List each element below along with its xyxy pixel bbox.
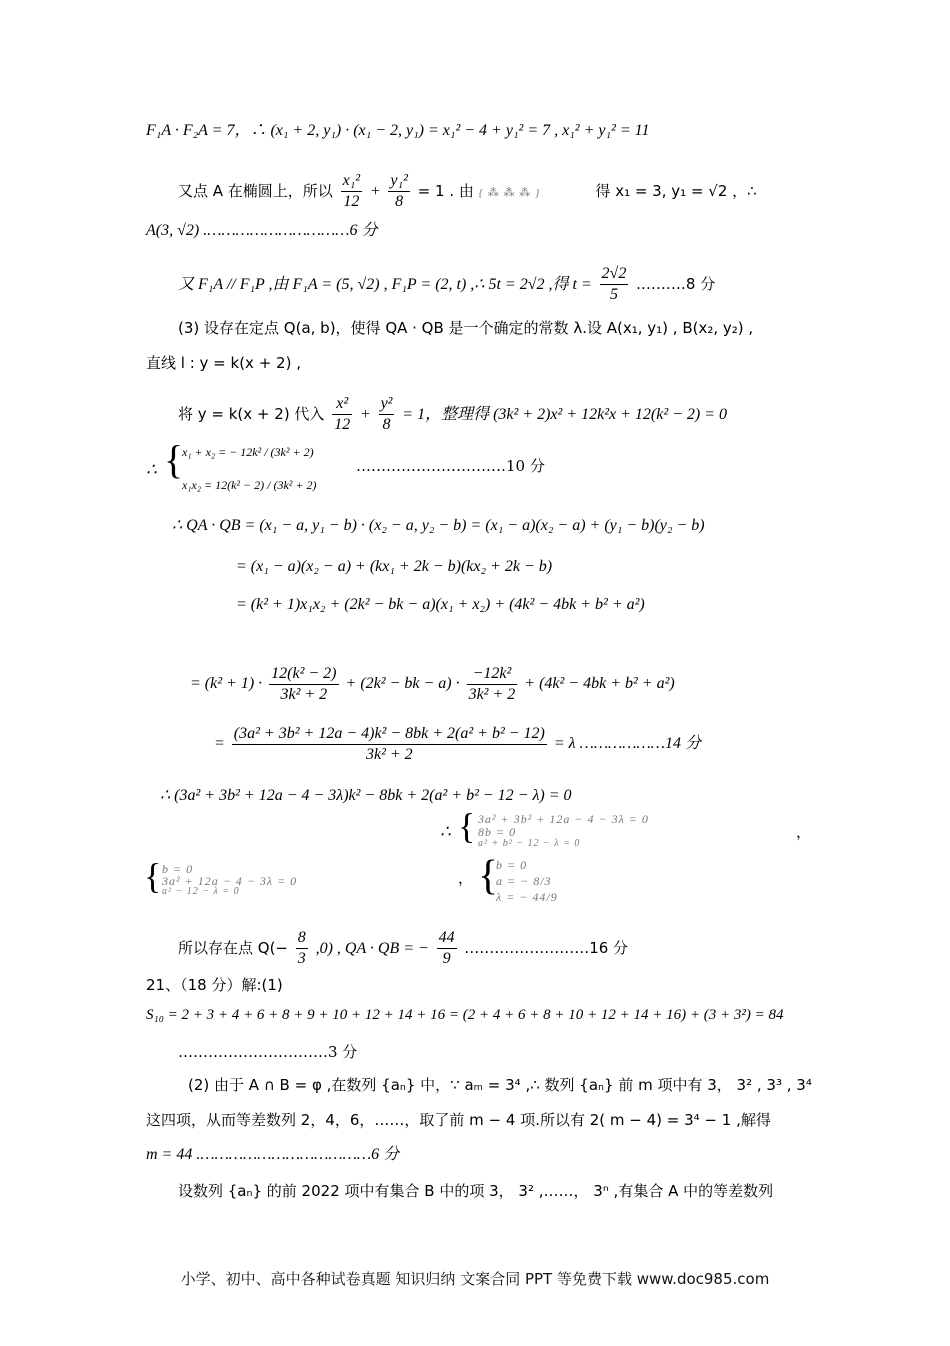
line-part3-setup: (3) 设存在定点 Q(a, b)，使得 QA · QB 是一个确定的常数 λ.设 A(x₁, y₁) , B(x₂, y₂) , — [178, 319, 754, 337]
system-eq-1: 3a² + 3b² + 12a − 4 − 3λ = 0 — [478, 812, 649, 826]
plus-sign: + — [360, 406, 371, 423]
line-expand-3: = (k² + 1)x₁x₂ + (2k² − bk − a)(x₁ + x₂) + (4k² − 4bk + b² + a²) — [236, 596, 645, 613]
solution-lambda: λ = − 44/9 — [496, 890, 558, 904]
system-equation-image: { ⁂ ⁂ ⁂ } — [478, 187, 541, 199]
score-3: …………………………3 分 — [178, 1043, 358, 1061]
line-qa-qb-expand: ∴ QA · QB = (x₁ − a, y₁ − b) · (x₂ − a, y₂ − b) = (x₁ − a)(x₂ − a) + (y₁ − b)(y₂ − b) — [172, 517, 705, 534]
numerator: 8 — [296, 928, 308, 949]
numerator: −12k² — [467, 664, 518, 685]
line-identity: ∴ (3a² + 3b² + 12a − 4 − 3λ)k² − 8bk + 2(a² + b² − 12 − λ) = 0 — [160, 787, 572, 804]
fraction-simplified — [232, 724, 547, 765]
numerator: y² — [379, 394, 395, 415]
line-parallel-vectors — [178, 264, 715, 305]
therefore-symbol: ∴ — [146, 460, 157, 479]
denominator: 5 — [609, 286, 618, 303]
denominator: 3k² + 2 — [468, 686, 516, 703]
text-score-8: .………8 分 — [636, 275, 716, 293]
denominator: 12 — [334, 416, 351, 433]
line-part2-four-terms: 这四项，从而等差数列 2，4，6，……，取了前 m − 4 项.所以有 2( m − 4) = 3⁴ − 1 ,解得 — [146, 1111, 771, 1129]
line-simplified — [214, 724, 701, 765]
numerator: 44 — [437, 928, 457, 949]
line-point-on-ellipse — [178, 171, 757, 212]
fraction-product — [269, 664, 338, 705]
line-substitute — [178, 394, 727, 435]
fraction-t-value — [600, 264, 629, 305]
fraction-8-3 — [296, 928, 308, 969]
system-eq-2: 8b = 0 — [478, 825, 517, 839]
text-k-factor: = (k² + 1) · — [190, 675, 263, 693]
text-tail-term: + (4k² − 4bk + b² + a²) — [524, 675, 675, 693]
denominator: 12 — [343, 193, 360, 210]
line-substituted — [190, 664, 675, 705]
text-equals: = — [214, 735, 225, 753]
numerator: 12(k² − 2) — [269, 664, 338, 685]
numerator: 2√2 — [600, 264, 629, 285]
text-point-on-ellipse: 又点 A 在椭圆上，所以 — [178, 182, 333, 200]
denominator: 8 — [395, 193, 404, 210]
denominator: 3k² + 2 — [365, 746, 413, 763]
therefore-symbol-2: ∴ — [440, 822, 451, 841]
line-point-a: A(3, √2) .…………………………6 分 — [146, 222, 378, 239]
score-10: …………………………10 分 — [356, 457, 545, 475]
brace-left-3: { — [144, 856, 162, 896]
text-qa-qb-value: ,0) , QA · QB = − — [315, 940, 429, 957]
line-part2-start: (2) 由于 A ∩ B = φ ,在数列 {aₙ} 中，∵ aₘ = 3⁴ ,∴ 数列 {aₙ} 前 m 项中有 3， 3² , 3³ , 3⁴ — [188, 1076, 812, 1094]
text-parallel-vectors: 又 F₁A // F₁P ,由 F₁A = (5, √2) , F₁P = (2, t) ,∴ 5t = 2√2 ,得 t = — [178, 276, 592, 293]
line-s10: S₁₀ = 2 + 3 + 4 + 6 + 8 + 9 + 10 + 12 + 14 + 16 = (2 + 4 + 6 + 8 + 10 + 12 + 14 + 16) + (3 + 3²) = 84 — [146, 1007, 784, 1023]
numerator: x₁² — [341, 171, 362, 192]
text-middle-factor: + (2k² − bk − a) · — [345, 675, 460, 693]
system-eq-3: a² + b² − 12 − λ = 0 — [478, 838, 581, 849]
line-dot-product: F₁A · F₂A = 7，∴ (x₁ + 2, y₁) · (x₁ − 2, y₁) = x₁² − 4 + y₁² = 7 , x₁² + y₁² = 11 — [146, 122, 650, 139]
denominator: 3k² + 2 — [280, 686, 328, 703]
system2-eq-2: 3a² + 12a − 4 − 3λ = 0 — [162, 874, 298, 888]
problem-21-heading: 21、（18 分）解:(1) — [146, 976, 283, 994]
denominator: 3 — [297, 950, 306, 967]
footer-watermark: 小学、初中、高中各种试卷真题 知识归纳 文案合同 PPT 等免费下载 www.doc985.com — [180, 1270, 770, 1288]
brace-left: { — [164, 437, 184, 482]
text-score-14: = λ ………………14 分 — [553, 735, 701, 753]
brace-left-2: { — [458, 806, 476, 846]
fraction-sum — [467, 664, 518, 705]
solution-a: a = − 8/3 — [496, 874, 552, 888]
text-substitute: 将 y = k(x + 2) 代入 — [178, 405, 325, 423]
solution-b: b = 0 — [496, 858, 528, 872]
fraction-ysq-8 — [379, 394, 395, 435]
numerator: y₁² — [388, 171, 409, 192]
line-expand-2: = (x₁ − a)(x₂ − a) + (kx₁ + 2k − b)(kx₂ + 2k − b) — [236, 558, 553, 575]
text-quadratic: = 1，整理得 (3k² + 2)x² + 12k²x + 12(k² − 2) = 0 — [402, 406, 728, 423]
text-equals-one: = 1 . 由 — [417, 182, 474, 200]
line-line-l: 直线 l : y = k(x + 2) , — [146, 354, 301, 372]
plus-sign: + — [369, 183, 381, 200]
brace-left-4: { — [478, 853, 499, 899]
system2-comma: ， — [458, 869, 474, 887]
numerator: (3a² + 3b² + 12a − 4)k² − 8bk + 2(a² + b² − 12) — [232, 724, 547, 745]
fraction-x1sq-12 — [341, 171, 362, 212]
fraction-xsq-12 — [332, 394, 352, 435]
line-first-2022-terms: 设数列 {aₙ} 的前 2022 项中有集合 B 中的项 3， 3² ,……， 3ⁿ ,有集合 A 中的等差数列 — [178, 1182, 774, 1200]
numerator: x² — [332, 394, 352, 415]
system2-eq-1: b = 0 — [162, 862, 194, 876]
text-exists-q: 所以存在点 Q(− — [178, 939, 288, 957]
text-score-16: .……………………16 分 — [464, 939, 629, 957]
vieta-product: x₁x₂ = 12(k² − 2) / (3k² + 2) — [182, 478, 317, 492]
line-conclusion — [178, 928, 628, 969]
denominator: 8 — [382, 416, 391, 433]
system-comma: ， — [796, 823, 812, 841]
text-solution-x1-y1: 得 x₁ = 3, y₁ = √2 ，∴ — [595, 182, 757, 200]
fraction-y1sq-8 — [388, 171, 409, 212]
vieta-sum: x₁ + x₂ = − 12k² / (3k² + 2) — [182, 445, 314, 459]
line-m-44: m = 44 .………………………………6 分 — [146, 1146, 400, 1163]
denominator: 9 — [442, 950, 451, 967]
system2-eq-3: a² − 12 − λ = 0 — [162, 886, 240, 897]
fraction-44-9 — [437, 928, 457, 969]
